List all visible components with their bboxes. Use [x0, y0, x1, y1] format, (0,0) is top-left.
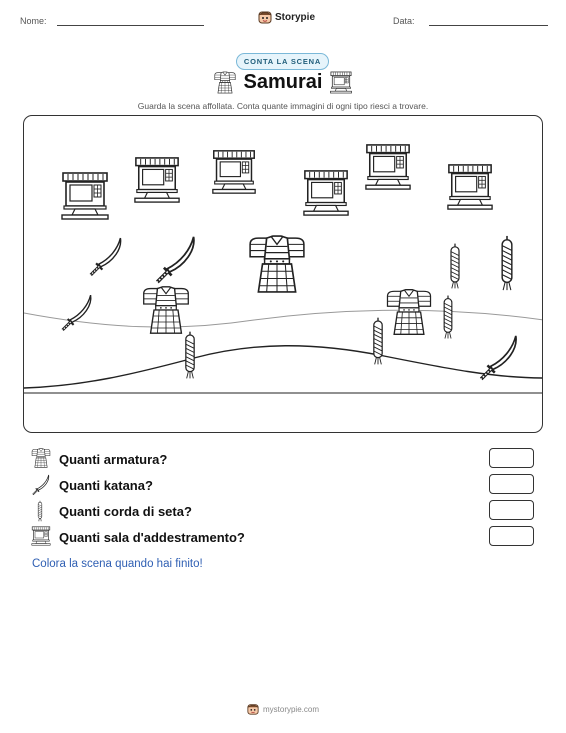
armor-icon: [31, 448, 51, 468]
footer: [0, 703, 566, 715]
armor-icon: [214, 71, 236, 94]
answer-box-katana[interactable]: [489, 474, 534, 494]
silk-cord-3: [444, 296, 452, 339]
scene-illustration: [24, 116, 543, 433]
question-dojo: [31, 526, 541, 550]
counting-scene: [23, 115, 543, 433]
coloring-instruction: Colora la scena quando hai finito!: [32, 558, 203, 570]
dojo-6: [448, 165, 492, 209]
question-katana: [31, 474, 541, 498]
footer-url: mystorypie.com: [262, 704, 319, 714]
date-line[interactable]: [429, 25, 548, 26]
silk-cord-5: [186, 332, 194, 379]
dojo-2: [135, 158, 179, 202]
silk-cord-2: [502, 236, 512, 290]
name-line[interactable]: [57, 25, 204, 26]
katana-1: [91, 238, 121, 275]
question-text: Quanti katana?: [59, 478, 153, 493]
dojo-3: [213, 151, 255, 193]
question-text: Quanti armatura?: [59, 452, 168, 467]
page-subtitle: Guarda la scena affollata. Conta quante immagini di ogni tipo riesci a trovare.: [137, 101, 429, 111]
date-label: Data:: [393, 16, 415, 26]
question-text: Quanti corda di seta?: [59, 504, 192, 519]
name-label: Nome:: [20, 16, 47, 26]
silk-cord-1: [451, 244, 459, 289]
scene-badge: CONTA LA SCENA: [236, 53, 329, 70]
silk-cord-4: [374, 318, 382, 365]
dojo-5: [366, 145, 410, 189]
answer-box-dojo[interactable]: [489, 526, 534, 546]
dojo-4: [304, 171, 348, 215]
katana-icon: [31, 474, 51, 496]
storypie-logo-icon: [247, 703, 259, 715]
dojo-1: [62, 173, 108, 219]
katana-2: [157, 237, 194, 282]
katana-4: [481, 336, 516, 379]
armor-1: [250, 236, 304, 292]
silk-cord-icon: [33, 500, 47, 522]
question-silk-cord: [31, 500, 541, 524]
answer-box-armor[interactable]: [489, 448, 534, 468]
brand-logo: [258, 10, 315, 24]
storypie-logo-icon: [258, 10, 272, 24]
title-row: [0, 71, 566, 94]
dojo-icon: [330, 71, 352, 94]
dojo-icon: [31, 526, 51, 546]
page-title: Samurai: [243, 71, 323, 93]
answer-box-silk-cord[interactable]: [489, 500, 534, 520]
question-armor: [31, 448, 541, 472]
brand-name: Storypie: [275, 11, 316, 23]
katana-3: [63, 295, 91, 330]
question-text: Quanti sala d'addestramento?: [59, 530, 245, 545]
armor-3: [387, 290, 430, 335]
